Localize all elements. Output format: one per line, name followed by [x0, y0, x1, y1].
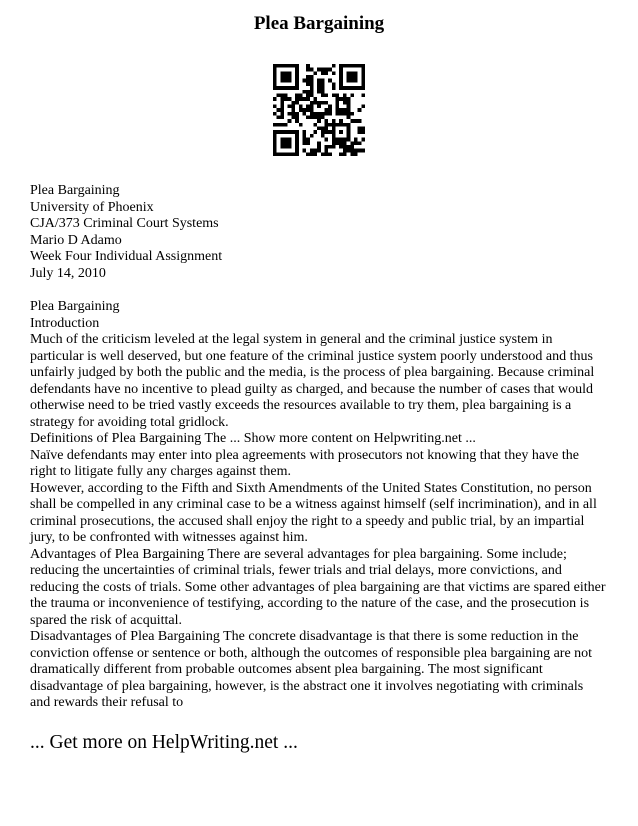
meta-line: University of Phoenix [30, 199, 154, 215]
body-line: disadvantage of plea bargaining, however, is the abstract one it involves negotiating with criminals [30, 678, 584, 694]
body-line: Naïve defendants may enter into plea agreements with prosecutors not knowing that they have the [30, 447, 579, 463]
body-line: defendants have no incentive to plead guilty as charged, and because the number of cases that would [30, 381, 594, 397]
meta-line: Mario D Adamo [30, 232, 122, 248]
body-line: strategy for avoiding total gridlock. [30, 414, 229, 430]
body-line: spared the risk of acquittal. [30, 612, 183, 628]
body-line: reducing the costs of trials. Some other advantages of plea bargaining are that victims are spared either [30, 579, 606, 595]
body-line: right to litigate fully any charges against them. [30, 464, 292, 479]
body-line: Plea Bargaining [30, 299, 120, 314]
document-title: Plea Bargaining [253, 13, 385, 34]
body-line: dramatically different from probable outcomes absent plea bargaining. The most significant [30, 662, 543, 677]
body-line: the trauma or inconvenience of testifying, according to the nature of the case, and the prosecution is [30, 596, 590, 611]
meta-line: Week Four Individual Assignment [30, 249, 223, 264]
body-line: otherwise need to be tried vastly exceeds the resources available to try them, plea bargaining is a [30, 398, 572, 413]
body-line: shall be compelled in any criminal case to be a witness against himself (self incrimination), and in all [30, 497, 597, 512]
body-line: jury, to be confronted with witnesses against him. [30, 530, 308, 545]
body-line: criminal prosecutions, the accused shall enjoy the right to a speedy and public trial, by an impartial [30, 513, 585, 529]
meta-line: July 14, 2010 [30, 265, 106, 281]
body-line: unfairly judged by both the public and the media, is the process of plea bargaining. Because criminal [30, 365, 595, 380]
meta-line: CJA/373 Criminal Court Systems [30, 216, 219, 231]
body-line: Introduction [30, 315, 100, 331]
meta-line: Plea Bargaining [30, 183, 120, 198]
body-line: Advantages of Plea Bargaining There are several advantages for plea bargaining. Some include; [30, 546, 567, 562]
body-line: Disadvantages of Plea Bargaining The concrete disadvantage is that there is some reduction in the [30, 629, 579, 644]
document-meta [30, 183, 620, 282]
get-more-link[interactable]: ... Get more on HelpWriting.net ... [30, 732, 298, 753]
body-line: particular is well deserved, but one feature of the criminal justice system poorly understood and thus [30, 348, 593, 364]
qr-code-icon [273, 64, 365, 156]
body-line: conviction offense or sentence or both, although the outcomes of responsible plea bargaining are not [30, 645, 593, 661]
body-line: and rewards their refusal to [30, 695, 184, 710]
body-line: Definitions of Plea Bargaining The ... Show more content on Helpwriting.net ... [30, 431, 476, 446]
document-body [30, 299, 620, 712]
body-line: reducing the uncertainties of criminal trials, fewer trials and trial delays, more convictions, and [30, 563, 562, 578]
body-line: Much of the criticism leveled at the legal system in general and the criminal justice system in [30, 332, 553, 347]
body-line: However, according to the Fifth and Sixth Amendments of the United States Constitution, no person [30, 480, 592, 496]
